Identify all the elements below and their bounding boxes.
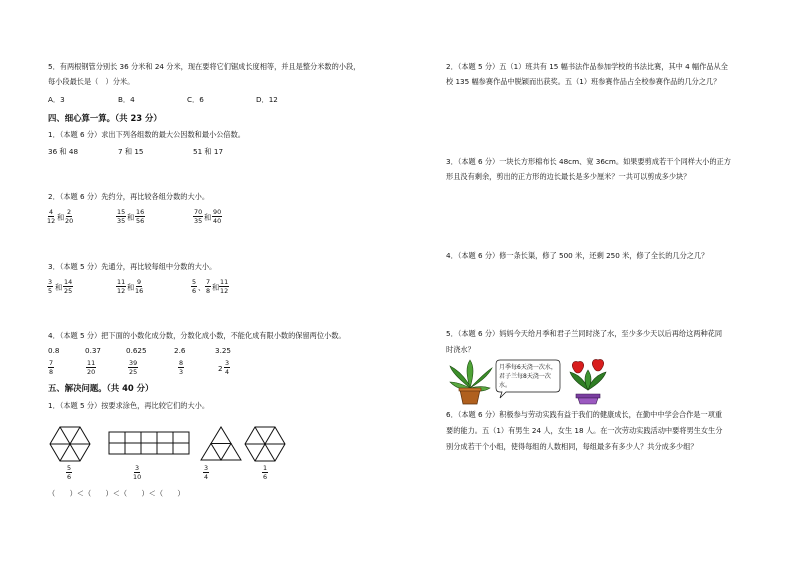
s4-q3-text: 3．（本题 5 分）先通分，再比较每组中分数的大小。 bbox=[48, 262, 217, 271]
and-word: 和 bbox=[212, 283, 220, 292]
compare-blanks: （ ）＜（ ）＜（ ）＜（ ） bbox=[48, 489, 185, 498]
bubble-line-2: 君子兰每8天浇一次 bbox=[499, 373, 551, 380]
triangle-shape bbox=[201, 427, 241, 460]
section-4-title: 四、细心算一算。（共 23 分） bbox=[48, 113, 162, 123]
s4-q1-item-3: 51 和 17 bbox=[193, 147, 224, 156]
r-q5-line1: 5．（本题 6 分）妈妈今天给月季和君子兰同时浇了水，至少多少天以后再给这两种花同 bbox=[446, 329, 723, 338]
section-5-title: 五、解决问题。（共 40 分） bbox=[48, 383, 154, 393]
r-q2-line1: 2．（本题 5 分）五（1）班共有 15 幅书法作品参加学校的书法比赛，其中 4 幅作品从全 bbox=[446, 62, 728, 71]
fraction: $\frac{5}{6}$ bbox=[67, 464, 72, 482]
r-q4-line1: 4．（本题 6 分）修一条长渠，修了 500 米，还剩 250 米，修了全长的几分之几？ bbox=[446, 251, 709, 260]
fraction: $\frac{11}{12}$ bbox=[117, 278, 126, 296]
q5-option-d: D．12 bbox=[256, 95, 278, 104]
fraction: $\frac{14}{25}$ bbox=[64, 278, 73, 296]
hexagon-shape bbox=[50, 427, 90, 461]
speech-bubble bbox=[496, 360, 560, 398]
and-word: 和 bbox=[204, 213, 212, 222]
and-word: 和 bbox=[55, 283, 63, 292]
fraction: $\frac{39}{25}$ bbox=[129, 359, 138, 377]
fraction: $\frac{7}{8}$ bbox=[206, 278, 211, 296]
fraction: $\frac{2}{20}$ bbox=[65, 208, 74, 226]
decimal: 2.6 bbox=[174, 346, 186, 355]
r-q2-line2: 校 135 幅参赛作品中脱颖而出获奖。五（1）班参赛作品占全校参赛作品的几分之几？ bbox=[446, 77, 721, 86]
s4-q1-text: 1．（本题 6 分）求出下列各组数的最大公因数和最小公倍数。 bbox=[48, 130, 245, 139]
fraction: $\frac{1}{6}$ bbox=[263, 464, 268, 482]
and-word: 和 bbox=[57, 213, 65, 222]
fraction: $\frac{11}{20}$ bbox=[87, 359, 96, 377]
mixed-number-whole: 2 bbox=[218, 364, 223, 373]
fraction: $\frac{70}{35}$ bbox=[194, 208, 203, 226]
r-q3-line2: 形且没有剩余，剪出的正方形的边长最长是多少厘米？一共可以剪成多少块？ bbox=[446, 172, 691, 181]
fraction: $\frac{8}{3}$ bbox=[179, 359, 184, 377]
r-q6-line1: 6．（本题 6 分）积极参与劳动实践有益于我们的健康成长，在勤中中学会合作是一项重 bbox=[446, 410, 723, 419]
q5-option-b: B．4 bbox=[118, 95, 135, 104]
fraction: $\frac{9}{16}$ bbox=[135, 278, 144, 296]
fraction: $\frac{3}{10}$ bbox=[133, 464, 142, 482]
r-q6-line3: 别分成若干个小组，使得每组的人数相同，每组最多有多少人？共分成多少组？ bbox=[446, 442, 698, 451]
flowers-illustration bbox=[448, 358, 620, 406]
q5-option-a: A．3 bbox=[48, 95, 65, 104]
s4-q1-item-1: 36 和 48 bbox=[48, 147, 79, 156]
plant-right-icon bbox=[570, 359, 606, 404]
r-q5-line2: 时浇水？ bbox=[446, 345, 475, 354]
fraction: $\frac{3}{4}$ bbox=[225, 359, 230, 377]
decimal: 0.8 bbox=[48, 346, 60, 355]
decimal: 0.37 bbox=[85, 346, 102, 355]
fraction: $\frac{7}{8}$ bbox=[49, 359, 54, 377]
fraction: $\frac{15}{35}$ bbox=[117, 208, 126, 226]
s5-q1-text: 1．（本题 5 分）按要求涂色，再比较它们的大小。 bbox=[48, 401, 210, 410]
comma: 、 bbox=[198, 283, 206, 292]
fraction: $\frac{16}{56}$ bbox=[136, 208, 145, 226]
q5-text-line1: 5．有两根钢管分别长 36 分米和 24 分米，现在要将它们锯成长度相等，并且是整分米数的小段， bbox=[48, 62, 361, 71]
bubble-line-3: 水。 bbox=[499, 382, 512, 389]
fraction: $\frac{3}{4}$ bbox=[204, 464, 209, 482]
fraction: $\frac{3}{5}$ bbox=[48, 278, 53, 296]
fraction: $\frac{4}{12}$ bbox=[47, 208, 56, 226]
decimal: 3.25 bbox=[215, 346, 232, 355]
r-q6-line2: 要的能力。五（1）有男生 24 人，女生 18 人。在一次劳动实践活动中要将男生女生分 bbox=[446, 426, 723, 435]
shapes-diagram bbox=[46, 424, 296, 468]
bubble-line-1: 月季每6天浇一次水， bbox=[499, 364, 557, 371]
and-word: 和 bbox=[127, 283, 135, 292]
fraction: $\frac{90}{40}$ bbox=[213, 208, 222, 226]
s4-q4-text: 4．（本题 5 分）把下面的小数化成分数，分数化成小数，不能化成有限小数的保留两位小数。 bbox=[48, 331, 346, 340]
hexagon-shape bbox=[245, 427, 285, 461]
q5-text-line2: 每小段最长是（ ）分米。 bbox=[48, 77, 135, 86]
rectangle-grid-shape bbox=[109, 432, 189, 454]
fraction: $\frac{11}{12}$ bbox=[220, 278, 229, 296]
fraction: $\frac{5}{6}$ bbox=[192, 278, 197, 296]
and-word: 和 bbox=[127, 213, 135, 222]
s4-q2-text: 2．（本题 6 分）先约分，再比较各组分数的大小。 bbox=[48, 192, 210, 201]
q5-option-c: C．6 bbox=[187, 95, 204, 104]
r-q3-line1: 3．（本题 6 分）一块长方形棉布长 48cm、宽 36cm。如果要剪成若干个同样大小的正方 bbox=[446, 157, 731, 166]
plant-left-icon bbox=[450, 360, 492, 404]
s4-q1-item-2: 7 和 15 bbox=[118, 147, 144, 156]
decimal: 0.625 bbox=[126, 346, 147, 355]
